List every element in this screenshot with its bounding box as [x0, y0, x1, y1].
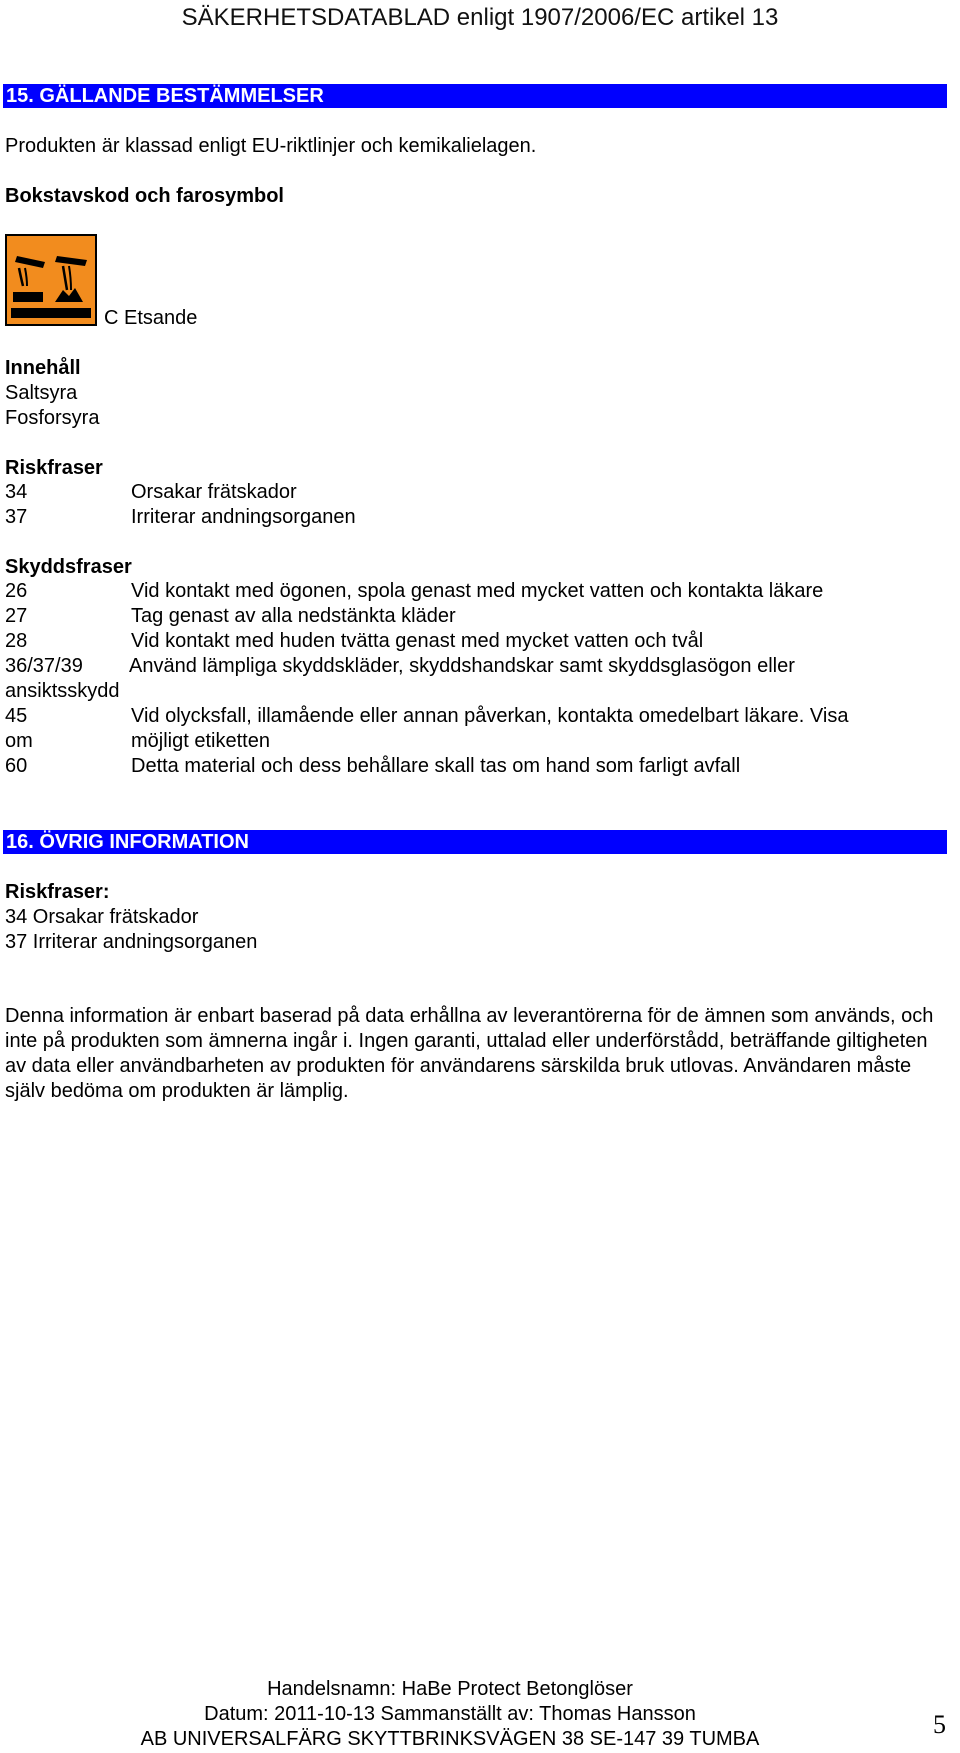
phrase-code: 37 [5, 506, 28, 528]
phrase-code: 28 [5, 630, 28, 652]
safety-phrases-heading: Skyddsfraser [5, 556, 132, 578]
symbol-heading: Bokstavskod och farosymbol [5, 185, 284, 207]
phrase-code: 36/37/39 [5, 655, 83, 677]
phrase-text: Irriterar andningsorganen [131, 506, 356, 528]
phrase-text: Detta material och dess behållare skall tas om hand som farligt avfall [131, 755, 741, 777]
phrase-text: Tag genast av alla nedstänkta kläder [131, 605, 456, 627]
phrase-code: 60 [5, 755, 28, 777]
phrase-text: Vid kontakt med huden tvätta genast med mycket vatten och tvål [131, 630, 704, 652]
footer-trade-name: Handelsnamn: HaBe Protect Betonglöser [267, 1678, 633, 1700]
section-15-heading [3, 84, 947, 108]
section-16-risk-line: 37 Irriterar andningsorganen [5, 931, 258, 953]
phrase-text: Orsakar frätskador [131, 481, 297, 503]
section-16-risk-line: 34 Orsakar frätskador [5, 906, 199, 928]
phrase-text: Använd lämpliga skyddskläder, skyddshandskar samt skyddsglasögon eller [129, 655, 795, 677]
section-16-heading [3, 830, 947, 854]
section-15-heading-text: 15. GÄLLANDE BESTÄMMELSER [6, 85, 324, 107]
symbol-label: C Etsande [104, 307, 198, 329]
phrase-code: 45 [5, 705, 28, 727]
corrosive-hazard-icon [5, 234, 97, 326]
content-item: Fosforsyra [5, 407, 100, 429]
footer-company: AB UNIVERSALFÄRG SKYTTBRINKSVÄGEN 38 SE-147 39 TUMBA [140, 1728, 760, 1750]
content-heading: Innehåll [5, 357, 81, 379]
phrase-text: Vid kontakt med ögonen, spola genast med mycket vatten och kontakta läkare [131, 580, 824, 602]
phrase-code: ansiktsskydd [5, 680, 120, 702]
phrase-code: 27 [5, 605, 28, 627]
disclaimer-paragraph: Denna information är enbart baserad på data erhållna av leverantörerna för de ämnen som används, och inte på produkten som ämnerna ingår i. Ingen garanti, uttalad eller underförstådd, beträffande giltigheten av data eller användbarheten av produkten för användarens särskilda bruk utlovas. Användaren måste själv bedöma om produkten är lämplig. [5, 1005, 934, 1102]
phrase-text: möjligt etiketten [131, 730, 270, 752]
phrase-code: om [5, 730, 33, 752]
footer-date-line: Datum: 2011-10-13 Sammanställt av: Thomas Hansson [204, 1703, 696, 1725]
phrase-code: 34 [5, 481, 28, 503]
risk-phrases-heading: Riskfraser [5, 457, 103, 479]
page-number: 5 [933, 1710, 946, 1739]
phrase-code: 26 [5, 580, 28, 602]
section-16-heading-text: 16. ÖVRIG INFORMATION [6, 831, 249, 853]
document-header-title: SÄKERHETSDATABLAD enligt 1907/2006/EC artikel 13 [181, 4, 779, 31]
section-16-risk-heading: Riskfraser: [5, 881, 110, 903]
section-15-intro: Produkten är klassad enligt EU-riktlinjer och kemikalielagen. [5, 135, 537, 157]
content-item: Saltsyra [5, 382, 78, 404]
phrase-text: Vid olycksfall, illamående eller annan påverkan, kontakta omedelbart läkare. Visa [131, 705, 849, 727]
